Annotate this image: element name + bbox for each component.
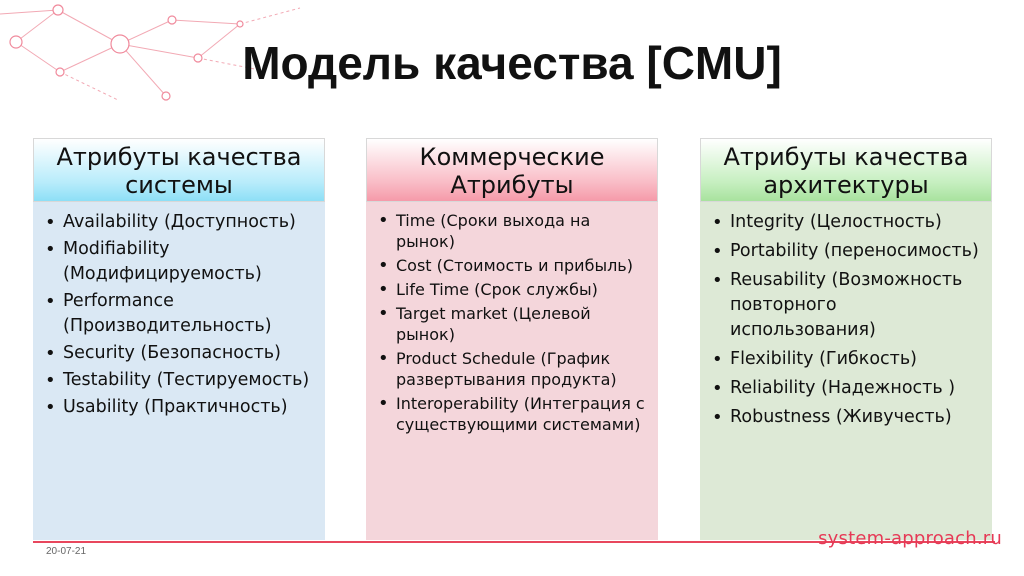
list-item: • Integrity (Целостность)	[712, 210, 986, 235]
list-item: • Availability (Доступность)	[45, 210, 319, 235]
list-item: • Cost (Стоимость и прибыль)	[378, 255, 652, 276]
list-item: • Portability (переносимость)	[712, 239, 986, 264]
list-item: • Performance (Производительность)	[45, 289, 319, 339]
column-header: Атрибуты качества системы	[33, 138, 325, 202]
column-system-quality	[33, 138, 325, 540]
list-item: • Target market (Целевой рынок)	[378, 303, 652, 345]
column-commercial	[366, 138, 658, 540]
list-item: • Usability (Практичность)	[45, 395, 319, 420]
list-item: • Robustness (Живучесть)	[712, 405, 986, 430]
list-item: • Testability (Тестируемость)	[45, 368, 319, 393]
list-item: • Product Schedule (График развертывания продукта)	[378, 348, 652, 390]
column-body	[700, 202, 992, 540]
column-body	[366, 202, 658, 540]
list-item: • Security (Безопасность)	[45, 341, 319, 366]
list-item: • Modifiability (Модифицируемость)	[45, 237, 319, 287]
list-item: • Life Time (Срок службы)	[378, 279, 652, 300]
list-item: • Reusability (Возможность повторного использования)	[712, 268, 986, 343]
column-architecture-quality	[700, 138, 992, 540]
column-body	[33, 202, 325, 540]
list-item: • Reliability (Надежность )	[712, 376, 986, 401]
list-item: • Time (Сроки выхода на рынок)	[378, 210, 652, 252]
column-header: Атрибуты качества архитектуры	[700, 138, 992, 202]
column-header: Коммерческие Атрибуты	[366, 138, 658, 202]
list-item: • Interoperability (Интеграция с существующими системами)	[378, 393, 652, 435]
slide-title: Модель качества [CMU]	[242, 37, 782, 89]
slide-date: 20-07-21	[46, 546, 87, 557]
list-item: • Flexibility (Гибкость)	[712, 347, 986, 372]
brand-logo-text: system-approach.ru	[818, 528, 1002, 549]
